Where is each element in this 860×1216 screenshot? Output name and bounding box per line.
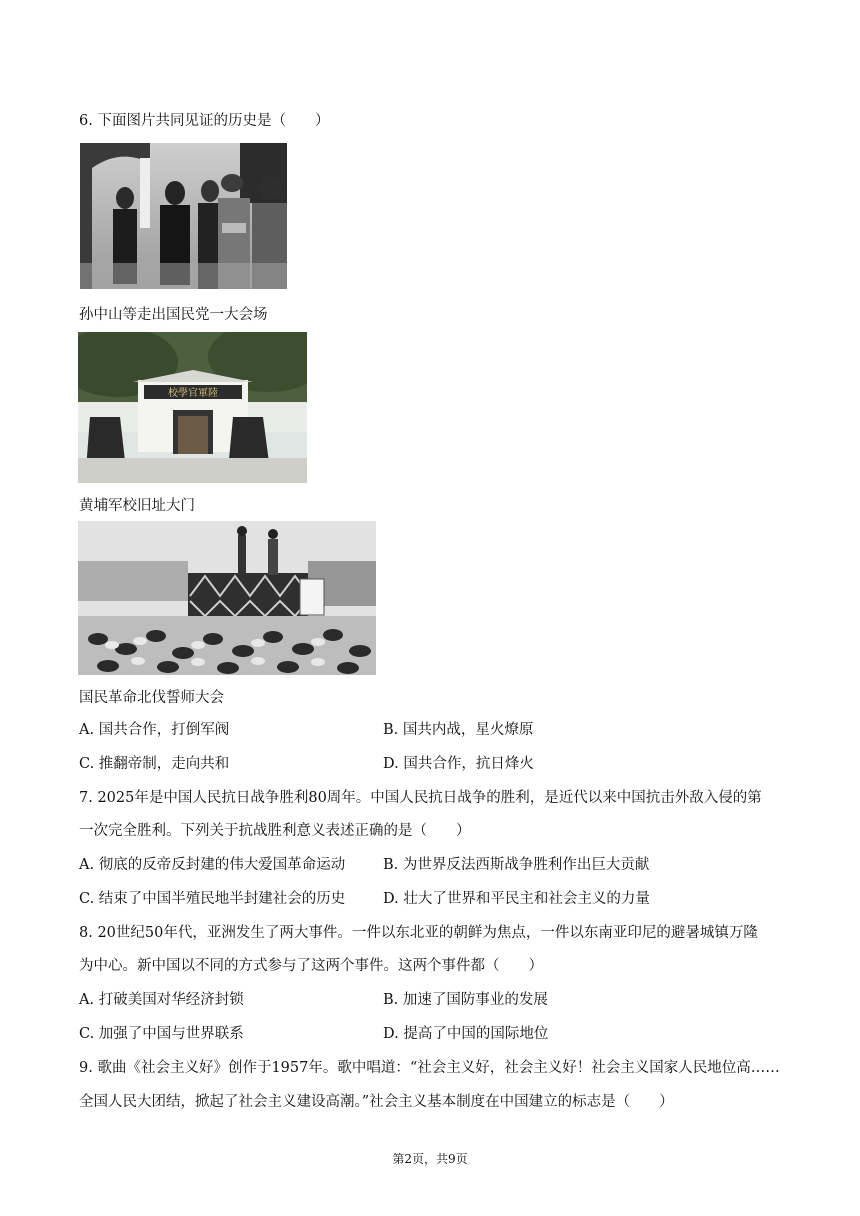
photo-northern-expedition-rally <box>78 521 376 675</box>
q7-option-d: D. 壮大了世界和平民主和社会主义的力量 <box>383 891 650 907</box>
q8-option-b: B. 加速了国防事业的发展 <box>383 992 548 1008</box>
q6-option-c: C. 推翻帝制，走向共和 <box>79 756 230 772</box>
gate-sign-text: 校學官軍陸 <box>168 388 218 399</box>
question-8-stem-line2: 为中心。新中国以不同的方式参与了这两个事件。这两个事件都（ ） <box>79 958 543 974</box>
q6-option-d: D. 国共合作，抗日烽火 <box>383 756 534 772</box>
photo-caption-2: 黄埔军校旧址大门 <box>79 498 195 514</box>
q7-option-a: A. 彻底的反帝反封建的伟大爱国革命运动 <box>79 857 346 873</box>
q7-option-b: B. 为世界反法西斯战争胜利作出巨大贡献 <box>383 857 650 873</box>
q8-option-d: D. 提高了中国的国际地位 <box>383 1026 549 1042</box>
question-8-stem-line1: 8. 20世纪50年代，亚洲发生了两大事件。一件以东北亚的朝鲜为焦点，一件以东南亚印尼的避暑城镇万隆 <box>79 925 758 941</box>
photo-whampoa-gate <box>78 332 307 483</box>
question-7-stem-line1: 7. 2025年是中国人民抗日战争胜利80周年。中国人民抗日战争的胜利，是近代以来中国抗击外敌入侵的第 <box>79 790 762 806</box>
q6-option-a: A. 国共合作，打倒军阀 <box>79 722 230 738</box>
photo-caption-3: 国民革命北伐誓师大会 <box>79 690 224 706</box>
photo-sun-yatsen-congress <box>80 143 287 289</box>
question-9-stem-line1: 9. 歌曲《社会主义好》创作于1957年。歌中唱道：“社会主义好，社会主义好！社会主义国家人民地位高…… <box>79 1060 780 1076</box>
q8-option-a: A. 打破美国对华经济封锁 <box>79 992 244 1008</box>
q7-option-c: C. 结束了中国半殖民地半封建社会的历史 <box>79 891 346 907</box>
question-6-stem: 6. 下面图片共同见证的历史是（ ） <box>79 113 330 129</box>
question-7-stem-line2: 一次完全胜利。下列关于抗战胜利意义表述正确的是（ ） <box>79 823 471 839</box>
question-9-stem-line2: 全国人民大团结，掀起了社会主义建设高潮。”社会主义基本制度在中国建立的标志是（ ） <box>79 1094 674 1110</box>
photo-caption-1: 孙中山等走出国民党一大会场 <box>79 307 268 323</box>
q6-option-b: B. 国共内战，星火燎原 <box>383 722 534 738</box>
q8-option-c: C. 加强了中国与世界联系 <box>79 1026 244 1042</box>
page-footer: 第2页，共9页 <box>392 1152 468 1166</box>
